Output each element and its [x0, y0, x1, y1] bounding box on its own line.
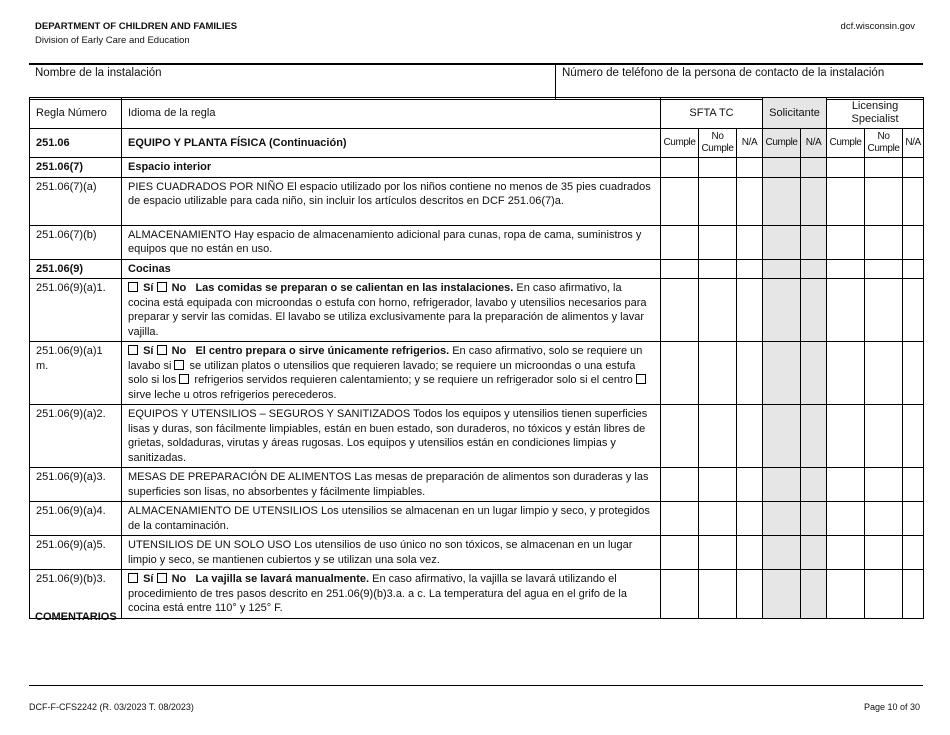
check-cell[interactable]	[903, 259, 924, 279]
check-cell[interactable]	[801, 536, 827, 570]
rule-text: ALMACENAMIENTO DE UTENSILIOS Los utensilios se almacenan en un lugar limpio y seco, y protegidos de la contaminación.	[122, 502, 661, 536]
yes-label: Sí	[143, 282, 154, 294]
rule-number: 251.06(9)(a)3.	[30, 468, 122, 502]
check-cell[interactable]	[699, 536, 737, 570]
rule-text: refrigerios servidos requieren calentamiento; y se requiere un refrigerador solo si el centro	[191, 374, 636, 386]
check-cell[interactable]	[903, 158, 924, 178]
milk-checkbox[interactable]	[636, 374, 646, 384]
rule-number: 251.06(9)(a)1 m.	[30, 342, 122, 405]
check-cell[interactable]	[903, 342, 924, 405]
licensing-specialist-header: Licensing Specialist	[827, 98, 924, 129]
applicant-cumple-header: Cumple	[763, 129, 801, 158]
check-cell[interactable]	[827, 279, 865, 342]
check-cell[interactable]	[865, 279, 903, 342]
no-label: No	[171, 573, 187, 585]
check-cell[interactable]	[699, 259, 737, 279]
check-cell[interactable]	[763, 259, 801, 279]
comments-divider	[29, 685, 923, 686]
section-number: 251.06	[30, 129, 122, 158]
table-row	[30, 536, 924, 570]
check-cell[interactable]	[737, 279, 763, 342]
page-number: Page 10 of 30	[863, 702, 920, 712]
table-row	[30, 468, 924, 502]
check-cell[interactable]	[763, 177, 801, 225]
check-cell[interactable]	[737, 570, 763, 619]
check-cell[interactable]	[699, 502, 737, 536]
check-cell[interactable]	[865, 405, 903, 468]
check-cell[interactable]	[737, 405, 763, 468]
heating-checkbox[interactable]	[179, 374, 189, 384]
check-cell[interactable]	[737, 468, 763, 502]
rule-number: 251.06(9)(a)5.	[30, 536, 122, 570]
check-cell[interactable]	[827, 570, 865, 619]
rule-number: 251.06(9)	[30, 259, 122, 279]
check-cell[interactable]	[737, 158, 763, 178]
yes-checkbox[interactable]	[128, 345, 138, 355]
check-cell[interactable]	[801, 177, 827, 225]
check-cell[interactable]	[737, 502, 763, 536]
check-cell[interactable]	[827, 468, 865, 502]
check-cell[interactable]	[763, 536, 801, 570]
no-checkbox[interactable]	[157, 282, 167, 292]
check-cell[interactable]	[865, 570, 903, 619]
rule-text: En caso afirmativo, solo se requiere un lavabo si	[128, 345, 643, 372]
header-left	[35, 21, 237, 46]
check-cell[interactable]	[699, 468, 737, 502]
check-cell[interactable]	[699, 225, 737, 259]
sfta-tc-header: SFTA TC	[661, 98, 763, 129]
facility-phone-label: Número de teléfono de la persona de contacto de la instalación	[562, 67, 885, 79]
rule-number: 251.06(7)	[30, 158, 122, 178]
check-cell[interactable]	[661, 405, 699, 468]
check-cell[interactable]	[763, 405, 801, 468]
rule-number: 251.06(9)(a)1.	[30, 279, 122, 342]
section-title: EQUIPO Y PLANTA FÍSICA (Continuación)	[122, 129, 661, 158]
rule-text: ALMACENAMIENTO Hay espacio de almacenamiento adicional para cunas, ropa de cama, suministros y equipos que no están en uso.	[122, 225, 661, 259]
check-cell[interactable]	[827, 158, 865, 178]
check-cell[interactable]	[827, 259, 865, 279]
website: dcf.wisconsin.gov	[840, 21, 915, 32]
check-cell[interactable]	[903, 468, 924, 502]
check-cell[interactable]	[801, 468, 827, 502]
check-cell[interactable]	[737, 536, 763, 570]
check-cell[interactable]	[661, 259, 699, 279]
check-cell[interactable]	[661, 279, 699, 342]
sfta-no-cumple-header: No Cumple	[699, 129, 737, 158]
check-cell[interactable]	[827, 225, 865, 259]
rule-number-header: Regla Número	[30, 98, 122, 129]
check-cell[interactable]	[865, 502, 903, 536]
rule-text: PIES CUADRADOS POR NIÑO El espacio utilizado por los niños contiene no menos de 35 pies cuadrados de espacio utilizable para cada niño, sin incluir los artículos descritos en DCF 251.06(7)a.	[122, 177, 661, 225]
check-cell[interactable]	[903, 570, 924, 619]
applicant-header: Solicitante	[763, 98, 827, 129]
check-cell[interactable]	[903, 405, 924, 468]
rule-text: UTENSILIOS DE UN SOLO USO Los utensilios de uso único no son tóxicos, se almacenan en un lugar limpio y seco, se mantienen cubiertos y se utilizan una sola vez.	[122, 536, 661, 570]
rule-text: Espacio interior	[122, 158, 661, 178]
check-cell[interactable]	[737, 225, 763, 259]
table-row	[30, 405, 924, 468]
rule-text: EQUIPOS Y UTENSILIOS – SEGUROS Y SANITIZADOS Todos los equipos y utensilios tienen superficies lisas y duras, son fácilmente limpiables, están en buen estado, son duraderos, no tóxicos y están libres de grietas, soldaduras, virutas y áreas rugosas. Los equipos y utensilios están en condiciones limpias y sanitizadas.	[122, 405, 661, 468]
check-cell[interactable]	[661, 177, 699, 225]
rule-language-header: Idioma de la regla	[122, 98, 661, 129]
rule-text: se utilizan platos o utensilios que requieren lavado; se requiere un microondas o una estufa solo si los	[128, 359, 636, 386]
check-cell[interactable]	[699, 570, 737, 619]
check-cell[interactable]	[801, 342, 827, 405]
rule-text: MESAS DE PREPARACIÓN DE ALIMENTOS Las mesas de preparación de alimentos son duraderas y las superficies son lisas, no absorbentes y fácilmente limpiables.	[122, 468, 661, 502]
rule-text-bold: La vajilla se lavará manualmente.	[195, 573, 370, 585]
check-cell[interactable]	[737, 259, 763, 279]
no-checkbox[interactable]	[157, 345, 167, 355]
dishes-checkbox[interactable]	[174, 360, 184, 370]
check-cell[interactable]	[865, 259, 903, 279]
yes-checkbox[interactable]	[128, 573, 138, 583]
check-cell[interactable]	[661, 342, 699, 405]
check-cell[interactable]	[801, 405, 827, 468]
check-cell[interactable]	[699, 279, 737, 342]
check-cell[interactable]	[827, 536, 865, 570]
check-cell[interactable]	[661, 158, 699, 178]
check-cell[interactable]	[801, 158, 827, 178]
check-cell[interactable]	[699, 342, 737, 405]
rule-text: sirve leche u otros refrigerios perecederos.	[128, 388, 337, 401]
sfta-cumple-header: Cumple	[661, 129, 699, 158]
facility-name-label: Nombre de la instalación	[35, 67, 162, 79]
check-cell[interactable]	[661, 468, 699, 502]
check-cell[interactable]	[865, 342, 903, 405]
check-cell[interactable]	[801, 259, 827, 279]
table-row	[30, 342, 924, 405]
check-cell[interactable]	[737, 177, 763, 225]
table-header-row	[30, 98, 924, 129]
check-cell[interactable]	[865, 177, 903, 225]
no-checkbox[interactable]	[157, 573, 167, 583]
section-row	[30, 129, 924, 158]
check-cell[interactable]	[661, 536, 699, 570]
check-cell[interactable]	[903, 225, 924, 259]
check-cell[interactable]	[737, 342, 763, 405]
no-label: No	[171, 345, 187, 357]
check-cell[interactable]	[903, 279, 924, 342]
check-cell[interactable]	[763, 279, 801, 342]
rule-number: 251.06(7)(b)	[30, 225, 122, 259]
check-cell[interactable]	[763, 225, 801, 259]
yes-label: Sí	[143, 573, 154, 585]
subsection-row	[30, 259, 924, 279]
comments-label: COMENTARIOS	[35, 611, 117, 623]
table-row	[30, 502, 924, 536]
table-row	[30, 177, 924, 225]
facility-info-row	[29, 63, 923, 100]
rule-text: En caso afirmativo, la vajilla se lavará utilizando el procedimiento de tres pasos descrito en 251.06(9)(b)3.a. a c. La temperatura del agua en el grifo de la cocina está entre 110° y 125° F.	[128, 573, 627, 614]
rule-number: 251.06(9)(a)2.	[30, 405, 122, 468]
rule-text: En caso afirmativo, la cocina está equipada con microondas o estufa con horno, refrigerador, lavabo y utensilios necesarios para preparar y servir las comidas. El lavabo se utiliza exclusivamente para la preparación de alimentos y lavar vajilla.	[128, 282, 647, 338]
table-row	[30, 225, 924, 259]
rule-text-cell	[122, 279, 661, 342]
check-cell[interactable]	[661, 570, 699, 619]
rule-number: 251.06(9)(a)4.	[30, 502, 122, 536]
ls-cumple-header: Cumple	[827, 129, 865, 158]
rule-text-cell	[122, 342, 661, 405]
table-row	[30, 279, 924, 342]
rule-number: 251.06(9)(b)3.	[30, 570, 122, 619]
check-cell[interactable]	[827, 342, 865, 405]
check-cell[interactable]	[827, 177, 865, 225]
check-cell[interactable]	[763, 158, 801, 178]
check-cell[interactable]	[903, 177, 924, 225]
rules-table	[29, 97, 924, 619]
yes-label: Sí	[143, 345, 154, 357]
facility-phone-field[interactable]	[556, 65, 923, 99]
yes-checkbox[interactable]	[128, 282, 138, 292]
department-name: DEPARTMENT OF CHILDREN AND FAMILIES	[35, 21, 238, 32]
rule-text-bold: El centro prepara o sirve únicamente refrigerios.	[195, 345, 450, 357]
check-cell[interactable]	[763, 570, 801, 619]
check-cell[interactable]	[699, 177, 737, 225]
check-cell[interactable]	[699, 405, 737, 468]
ls-na-header: N/A	[903, 129, 924, 158]
check-cell[interactable]	[801, 570, 827, 619]
rule-text-bold: Las comidas se preparan o se calientan en las instalaciones.	[195, 282, 514, 294]
check-cell[interactable]	[763, 502, 801, 536]
check-cell[interactable]	[801, 225, 827, 259]
form-id: DCF-F-CFS2242 (R. 03/2023 T. 08/2023)	[29, 702, 194, 712]
division-name: Division of Early Care and Education	[35, 35, 190, 46]
facility-name-field[interactable]	[29, 65, 556, 99]
check-cell[interactable]	[865, 158, 903, 178]
ls-no-cumple-header: No Cumple	[865, 129, 903, 158]
check-cell[interactable]	[865, 536, 903, 570]
applicant-na-header: N/A	[801, 129, 827, 158]
check-cell[interactable]	[699, 158, 737, 178]
check-cell[interactable]	[661, 225, 699, 259]
check-cell[interactable]	[903, 536, 924, 570]
check-cell[interactable]	[661, 502, 699, 536]
check-cell[interactable]	[865, 225, 903, 259]
rule-text-cell	[122, 570, 661, 619]
check-cell[interactable]	[763, 468, 801, 502]
check-cell[interactable]	[865, 468, 903, 502]
check-cell[interactable]	[827, 502, 865, 536]
subsection-row	[30, 158, 924, 178]
check-cell[interactable]	[801, 502, 827, 536]
no-label: No	[171, 282, 187, 294]
check-cell[interactable]	[827, 405, 865, 468]
check-cell[interactable]	[801, 279, 827, 342]
rule-number: 251.06(7)(a)	[30, 177, 122, 225]
rule-text: Cocinas	[122, 259, 661, 279]
check-cell[interactable]	[763, 342, 801, 405]
sfta-na-header: N/A	[737, 129, 763, 158]
check-cell[interactable]	[903, 502, 924, 536]
table-row	[30, 570, 924, 619]
